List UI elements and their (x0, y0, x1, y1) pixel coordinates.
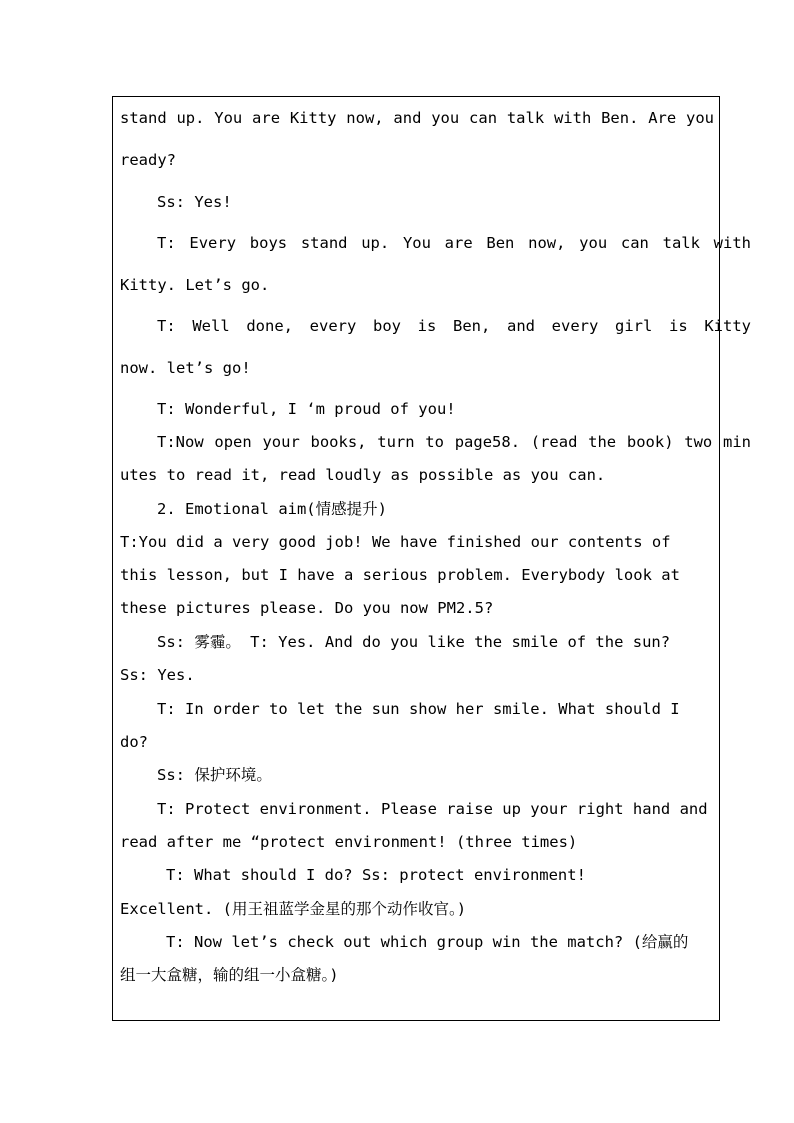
text-line: read after me “protect environment! (three times) (120, 833, 578, 851)
text-line: 组一大盒糖，输的组一小盒糖。) (120, 966, 339, 984)
text-line: T: Well done, every boy is Ben, and every girl is Kitty (157, 317, 751, 335)
text-line: 2. Emotional aim(情感提升) (157, 500, 387, 518)
text-line: utes to read it, read loudly as possible as you can. (120, 466, 606, 484)
text-line: do? (120, 733, 148, 751)
text-line: these pictures please. Do you now PM2.5? (120, 599, 494, 617)
text-line: T: Protect environment. Please raise up your right hand and (157, 800, 708, 818)
text-line: T: Wonderful, I ‘m proud of you! (157, 400, 456, 418)
text-line: T: What should I do? Ss: protect environment! (166, 866, 586, 884)
text-line: Ss: 雾霾。 T: Yes. And do you like the smile of the sun? (157, 633, 671, 651)
text-line: now. let’s go! (120, 359, 251, 377)
text-line: T:Now open your books, turn to page58. (read the book) two min (157, 433, 751, 451)
text-line: T: In order to let the sun show her smile. What should I (157, 700, 680, 718)
text-line: Kitty. Let’s go. (120, 276, 270, 294)
text-line: Ss: 保护环境。 (157, 766, 272, 784)
text-line: T:You did a very good job! We have finished our contents of (120, 533, 671, 551)
text-line: Ss: Yes. (120, 666, 195, 684)
text-line: T: Every boys stand up. You are Ben now, you can talk with (157, 234, 751, 252)
text-line: ready? (120, 151, 176, 169)
text-line: Excellent. (用王祖蓝学金星的那个动作收官。) (120, 900, 467, 918)
text-line: this lesson, but I have a serious problem. Everybody look at (120, 566, 680, 584)
text-line: Ss: Yes! (157, 193, 232, 211)
text-line: stand up. You are Kitty now, and you can talk with Ben. Are you (120, 109, 714, 127)
text-line: T: Now let’s check out which group win the match? (给赢的 (166, 933, 689, 951)
